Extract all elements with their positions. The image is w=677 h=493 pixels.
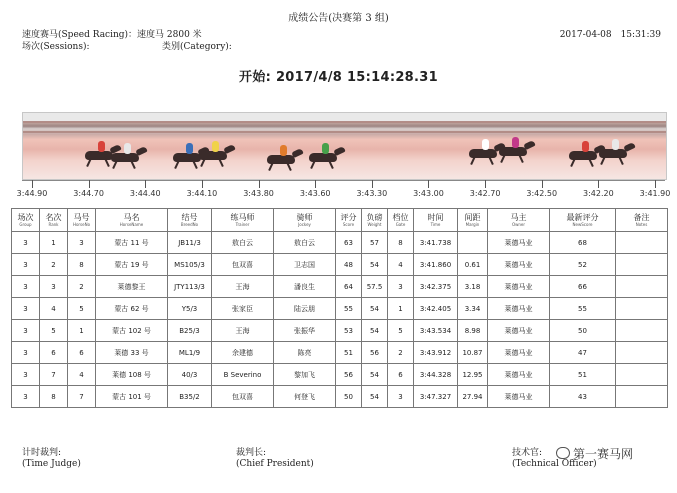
table-cell: 51 [336, 342, 362, 364]
track-rail [23, 131, 666, 133]
time-judge-label: 计时裁判: [22, 448, 62, 458]
table-cell: 3 [12, 364, 40, 386]
timeline-tick [542, 180, 543, 188]
table-cell: 55 [336, 298, 362, 320]
table-cell [616, 254, 668, 276]
table-row [12, 232, 668, 254]
column-header [414, 209, 458, 232]
timeline-tick [485, 180, 486, 188]
table-cell: 3.18 [458, 276, 488, 298]
column-header [40, 209, 68, 232]
table-cell: 潘良生 [274, 276, 336, 298]
chief-president-label: 裁判长: [236, 448, 267, 458]
column-header-label-en: Notes [635, 222, 648, 227]
table-cell: 6 [388, 364, 414, 386]
table-cell: 莱德马业 [488, 342, 550, 364]
table-row [12, 298, 668, 320]
column-header-label: 练马师 [230, 213, 255, 222]
column-header-label-en: Time [430, 222, 441, 227]
table-cell: 莱德马业 [488, 232, 550, 254]
table-cell: 56 [336, 364, 362, 386]
table-cell: 莱德马业 [488, 298, 550, 320]
table-cell: 4 [388, 254, 414, 276]
table-cell: 卫志国 [274, 254, 336, 276]
table-cell: 余建德 [212, 342, 274, 364]
table-cell: 64 [336, 276, 362, 298]
watermark [556, 445, 633, 462]
table-cell: 3 [12, 254, 40, 276]
table-cell: 5 [68, 298, 96, 320]
table-cell: 3:47.327 [414, 386, 458, 408]
table-row [12, 386, 668, 408]
track-rail [23, 121, 666, 123]
table-cell: 3 [12, 386, 40, 408]
table-cell: 68 [550, 232, 616, 254]
table-cell: 5 [388, 320, 414, 342]
table-cell: 张振华 [274, 320, 336, 342]
table-cell: 7 [40, 364, 68, 386]
photo-finish-timeline [16, 180, 671, 204]
table-cell: 10.87 [458, 342, 488, 364]
table-cell: 47 [550, 342, 616, 364]
table-cell: 2 [68, 276, 96, 298]
timeline-baseline [22, 180, 665, 181]
column-header-label: 最新评分 [566, 213, 599, 222]
column-header [362, 209, 388, 232]
start-time: 开始: 2017/4/8 15:14:28.31 [239, 70, 438, 85]
table-cell [616, 342, 668, 364]
column-header-label-en: Group [19, 222, 32, 227]
table-cell: 蒙古 11 号 [96, 232, 168, 254]
table-row [12, 342, 668, 364]
column-header [168, 209, 212, 232]
timeline-tick-label: 3:43.00 [413, 189, 444, 198]
table-cell: 53 [336, 320, 362, 342]
table-cell: 40/3 [168, 364, 212, 386]
column-header-label: 马主 [510, 213, 527, 222]
table-cell: 66 [550, 276, 616, 298]
timeline-tick-label: 3:43.80 [243, 189, 274, 198]
column-header-label: 马号 [73, 213, 90, 222]
table-cell: 57 [362, 232, 388, 254]
table-cell: 3 [40, 276, 68, 298]
column-header [458, 209, 488, 232]
timeline-tick-label: 3:42.20 [583, 189, 614, 198]
timeline-tick [372, 180, 373, 188]
column-header-label: 场次 [17, 213, 34, 222]
sessions-label: 场次(Sessions): [22, 42, 90, 52]
table-cell: 50 [550, 320, 616, 342]
table-cell: 5 [40, 320, 68, 342]
table-cell [616, 386, 668, 408]
table-row [12, 320, 668, 342]
table-cell: Y5/3 [168, 298, 212, 320]
table-cell [458, 232, 488, 254]
column-header [336, 209, 362, 232]
column-header-label-en: Gate [395, 222, 406, 227]
column-header-label: 档位 [392, 213, 409, 222]
column-header [388, 209, 414, 232]
column-header [68, 209, 96, 232]
table-cell: JTY113/3 [168, 276, 212, 298]
table-row [12, 254, 668, 276]
timeline-tick-label: 3:42.70 [469, 189, 501, 198]
table-cell: 55 [550, 298, 616, 320]
table-cell: ML1/9 [168, 342, 212, 364]
table-cell: 4 [40, 298, 68, 320]
table-cell: 1 [68, 320, 96, 342]
column-header-label-en: Score [342, 222, 355, 227]
photo-finish-image [22, 112, 667, 180]
wechat-logo-icon [556, 447, 570, 459]
table-cell [616, 232, 668, 254]
timeline-tick-label: 3:44.90 [16, 189, 48, 198]
table-cell: 3 [12, 232, 40, 254]
table-cell: 3:41.860 [414, 254, 458, 276]
table-cell: 54 [362, 298, 388, 320]
table-cell: 1 [388, 298, 414, 320]
column-header [550, 209, 616, 232]
table-row [12, 364, 668, 386]
table-row [12, 276, 668, 298]
table-cell: 蒙古 101 号 [96, 386, 168, 408]
table-cell: 蒙古 19 号 [96, 254, 168, 276]
watermark-text: 第一赛马网 [573, 447, 634, 461]
category-label: 类别(Category): [162, 42, 232, 52]
results-table [11, 208, 668, 408]
column-header-label: 间距 [464, 213, 481, 222]
table-cell: 48 [336, 254, 362, 276]
table-cell: 3 [12, 298, 40, 320]
table-cell: 莱德 108 号 [96, 364, 168, 386]
table-cell: 3 [388, 386, 414, 408]
timeline-tick [598, 180, 599, 188]
table-cell: 52 [550, 254, 616, 276]
column-header-label-en: Jockey [298, 222, 311, 227]
column-header-label-en: BreedNo [180, 222, 199, 227]
table-cell: 莱德马业 [488, 320, 550, 342]
chief-president-label-en: (Chief President) [236, 459, 314, 469]
table-cell [616, 320, 668, 342]
table-cell: JB11/3 [168, 232, 212, 254]
table-cell: 王海 [212, 276, 274, 298]
table-cell: B35/2 [168, 386, 212, 408]
table-cell: 莱德黎王 [96, 276, 168, 298]
timeline-tick [32, 180, 33, 188]
timeline-tick-label: 3:41.90 [639, 189, 671, 198]
table-cell: 2 [388, 342, 414, 364]
table-cell: 54 [362, 386, 388, 408]
column-header-label-en: Rank [48, 222, 59, 227]
table-cell: 王海 [212, 320, 274, 342]
table-cell: 43 [550, 386, 616, 408]
table-cell: B25/3 [168, 320, 212, 342]
table-cell: 8 [68, 254, 96, 276]
table-cell: 6 [40, 342, 68, 364]
table-cell: 54 [362, 364, 388, 386]
column-header-label: 评分 [340, 213, 357, 222]
table-cell: 敖白云 [274, 232, 336, 254]
column-header-label-en: NewScore [572, 222, 593, 227]
meta-line [22, 39, 232, 52]
table-cell: 陆云朋 [274, 298, 336, 320]
race-description: 速度赛马(Speed Racing)：速度马 2800 米 [22, 30, 202, 40]
table-cell: 3:43.912 [414, 342, 458, 364]
column-header [212, 209, 274, 232]
table-cell: 莱德马业 [488, 276, 550, 298]
column-header-label: 备注 [633, 213, 650, 222]
table-cell: 3 [12, 276, 40, 298]
table-cell: 蒙古 102 号 [96, 320, 168, 342]
column-header-label-en: Margin [465, 222, 480, 227]
table-cell: 0.61 [458, 254, 488, 276]
timeline-tick [428, 180, 429, 188]
table-cell: 包双喜 [212, 386, 274, 408]
table-cell: 7 [68, 386, 96, 408]
column-header-label: 名次 [45, 213, 62, 222]
table-cell: 12.95 [458, 364, 488, 386]
results-body [12, 232, 668, 408]
table-cell: 54 [362, 254, 388, 276]
table-cell: 8.98 [458, 320, 488, 342]
timeline-tick-label: 3:43.30 [356, 189, 388, 198]
table-cell: 4 [68, 364, 96, 386]
timeline-tick-label: 3:42.50 [526, 189, 558, 198]
table-cell: MS105/3 [168, 254, 212, 276]
column-header [12, 209, 40, 232]
table-cell: 3 [388, 276, 414, 298]
technical-officer-label: 技术官: [512, 448, 543, 458]
timeline-tick [259, 180, 260, 188]
timeline-tick-label: 3:43.60 [299, 189, 331, 198]
time-judge-label-en: (Time Judge) [22, 459, 81, 469]
table-cell: 黎加飞 [274, 364, 336, 386]
table-cell: 2 [40, 254, 68, 276]
column-header-label: 时间 [427, 213, 444, 222]
table-cell: 6 [68, 342, 96, 364]
column-header [488, 209, 550, 232]
timeline-tick-label: 3:44.10 [186, 189, 218, 198]
table-cell: 54 [362, 320, 388, 342]
table-cell: 8 [388, 232, 414, 254]
table-cell: 50 [336, 386, 362, 408]
timeline-tick [145, 180, 146, 188]
table-cell: 莱德马业 [488, 386, 550, 408]
column-header-label-en: Weight [367, 222, 382, 227]
table-cell: 何登飞 [274, 386, 336, 408]
column-header-label: 骑师 [296, 213, 313, 222]
table-cell: 莱德马业 [488, 364, 550, 386]
header-row [12, 209, 668, 232]
table-cell: 包双喜 [212, 254, 274, 276]
table-cell: B Severino [212, 364, 274, 386]
table-cell: 莱德 33 号 [96, 342, 168, 364]
table-cell: 8 [40, 386, 68, 408]
table-cell [616, 364, 668, 386]
table-cell: 57.5 [362, 276, 388, 298]
table-cell: 3 [12, 342, 40, 364]
column-header [96, 209, 168, 232]
time-judge-signature [22, 448, 81, 470]
column-header-label: 马名 [123, 213, 140, 222]
column-header [616, 209, 668, 232]
printed-timestamp: 2017-04-08 15:31:39 [559, 30, 661, 40]
table-cell: 3:43.534 [414, 320, 458, 342]
timeline-tick [89, 180, 90, 188]
table-cell: 3:42.405 [414, 298, 458, 320]
column-header-label-en: Trainer [235, 222, 250, 227]
table-cell: 莱德马业 [488, 254, 550, 276]
timeline-tick [655, 180, 656, 188]
table-cell: 56 [362, 342, 388, 364]
table-cell: 1 [40, 232, 68, 254]
table-cell [616, 298, 668, 320]
timeline-tick [202, 180, 203, 188]
timeline-tick [315, 180, 316, 188]
column-header-label-en: HorseName [119, 222, 144, 227]
table-cell: 张家臣 [212, 298, 274, 320]
column-header-label-en: Owner [511, 222, 526, 227]
table-cell [616, 276, 668, 298]
table-cell: 蒙古 62 号 [96, 298, 168, 320]
column-header-label: 结号 [181, 213, 198, 222]
table-cell: 陈亮 [274, 342, 336, 364]
table-cell: 3:44.328 [414, 364, 458, 386]
column-header-label-en: HorseNo [72, 222, 91, 227]
table-cell: 63 [336, 232, 362, 254]
table-cell: 3 [68, 232, 96, 254]
chief-president-signature [236, 448, 314, 470]
document-title: 成绩公告(决赛第 3 组) [288, 13, 389, 24]
table-cell: 3.34 [458, 298, 488, 320]
table-cell: 3 [12, 320, 40, 342]
column-header [274, 209, 336, 232]
technical-officer-label-en: (Technical Officer) [512, 459, 597, 469]
column-header-label: 负磅 [366, 213, 383, 222]
table-cell: 3:42.375 [414, 276, 458, 298]
table-cell: 51 [550, 364, 616, 386]
timeline-tick-label: 3:44.40 [129, 189, 161, 198]
table-cell: 敖白云 [212, 232, 274, 254]
timeline-tick-label: 3:44.70 [73, 189, 104, 198]
table-cell: 27.94 [458, 386, 488, 408]
table-cell: 3:41.738 [414, 232, 458, 254]
